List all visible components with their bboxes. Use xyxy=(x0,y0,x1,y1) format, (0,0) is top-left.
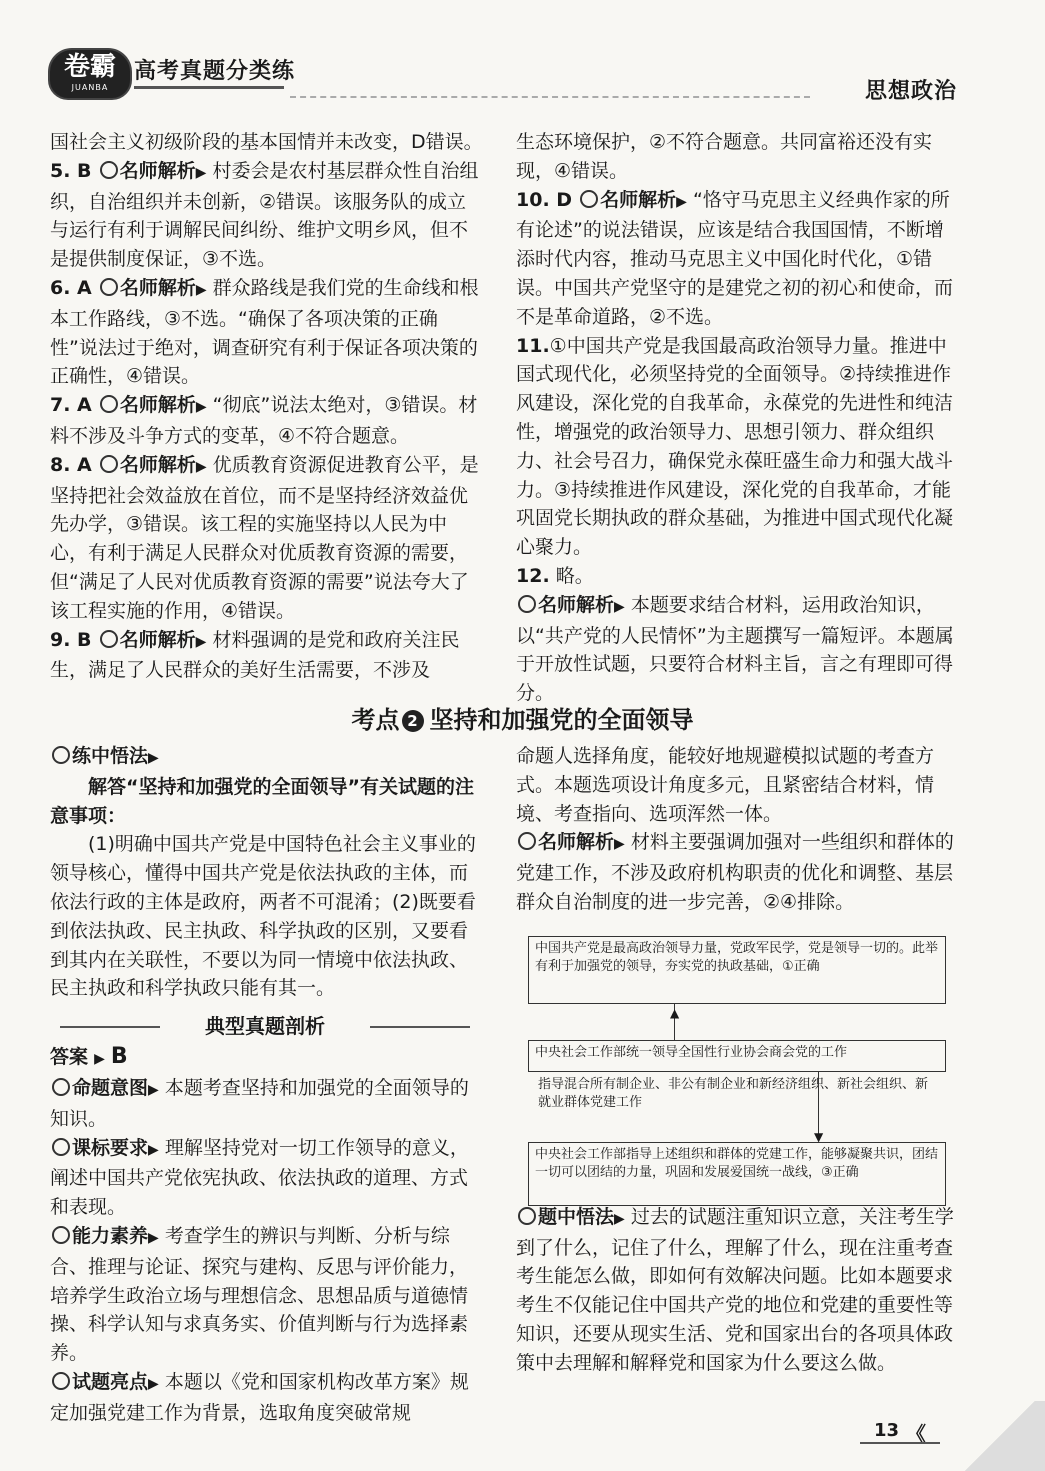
analysis-text: 材料强调的是党和政府关注民生，满足了人民群众的美好生活需要，不涉及 xyxy=(50,628,460,682)
analysis-tag: 名师解析 xyxy=(119,159,196,182)
method-item xyxy=(516,1203,962,1378)
tag-arrow-icon: ▶ xyxy=(148,1375,159,1392)
diagram-box-department: 中央社会工作部统一领导全国性行业协会商会党的工作 xyxy=(528,1040,946,1072)
page-corner-decoration xyxy=(955,1401,1045,1471)
tag-arrow-icon: ▶ xyxy=(148,1141,159,1158)
tag-arrow-icon: ▶ xyxy=(614,836,625,853)
continued-text: 生态环境保护，②不符合题意。共同富裕还没有实现，④错误。 xyxy=(516,131,933,182)
highlight-text: 本题以《党和国家机构改革方案》规定加强党建工作为背景，选取角度突破常规 xyxy=(50,1370,469,1424)
analysis-text: 本题要求结合材料，运用政治知识，以“共产党的人民情怀”为主题撰写一篇短评。本题属于开放性试题，只要符合材料主旨，言之有理即可得分。 xyxy=(516,593,954,705)
analysis-icon xyxy=(518,832,536,850)
analysis-text: “彻底”说法太绝对，③错误。材料不涉及斗争方式的变革，④不符合题意。 xyxy=(50,394,478,447)
analysis-icon xyxy=(100,161,118,179)
arrow-up-icon: ▲ xyxy=(670,1006,680,1020)
logo-text: 卷霸 xyxy=(63,52,116,82)
divider-line-right xyxy=(370,1026,470,1028)
answer-number: 5. B xyxy=(50,159,92,182)
diagram-middle-text: 指导混合所有制企业、非公有制企业和新经济组织、新社会组织、新就业群体党建工作 xyxy=(538,1077,929,1110)
highlight-tag: 试题亮点 xyxy=(72,1370,149,1393)
page-header xyxy=(0,0,1045,110)
tag-arrow-icon: ▶ xyxy=(148,750,159,766)
answer-item-5 xyxy=(50,157,484,274)
analysis-icon xyxy=(100,455,118,473)
logo-subtext: JUANBA xyxy=(71,83,109,92)
analysis-icon xyxy=(100,395,118,413)
answer-number: 12. xyxy=(516,564,550,587)
answer-item-12-analysis xyxy=(516,591,962,708)
diagram-box-conclusion: 中国共产党是最高政治领导力量，党政军民学，党是领导一切的。此举有利于加强党的领导，夯实党的执政基础，①正确 xyxy=(528,936,946,1004)
practice-tag: 练中悟法 xyxy=(72,745,149,767)
analysis-icon xyxy=(580,190,598,208)
analysis-tag: 名师解析 xyxy=(119,276,196,299)
ability-tag: 能力素养 xyxy=(72,1224,149,1247)
answer-number: 11. xyxy=(516,334,550,357)
answer-item-11 xyxy=(516,332,962,562)
tag-arrow-icon: ▶ xyxy=(195,399,207,416)
answer-text: ①中国共产党是我国最高政治领导力量。推进中国式现代化，必须坚持党的全面领导。②持续推进作风建设，深化党的自我革命，永葆党的先进性和纯洁性，增强党的政治领导力、思想引领力、群众组织力、社会号召力，确保党永葆旺盛生命力和强大战斗力。③持续推进作风建设，深化党的自我革命，才能巩固党长期执政的群众基础，为推进中国式现代化凝心聚力。 xyxy=(516,334,954,559)
standard-text: 理解坚持党对一切工作领导的意义，阐述中国共产党依宪执政、依法执政的道理、方式和表现。 xyxy=(50,1136,469,1219)
tag-arrow-icon: ▶ xyxy=(195,281,207,298)
practice-header xyxy=(50,742,484,773)
typical-label: 典型真题剖析 xyxy=(205,1014,325,1038)
analysis-tag: 名师解析 xyxy=(538,593,615,616)
brand-logo xyxy=(48,48,132,100)
intent-text: 本题考查坚持和加强党的全面领导的知识。 xyxy=(50,1076,469,1130)
tag-arrow-icon: ▶ xyxy=(195,458,207,475)
answer-item-8 xyxy=(50,451,484,626)
section-heading xyxy=(0,700,1045,735)
method-text: 过去的试题注重知识立意，关注考生学到了什么，记住了什么，理解了什么，现在注重考查考生能怎么做，即如何有效解决问题。比如本题要求考生不仅能记住中国共产党的地位和党建的重要性等知识，还要从现实生活、党和国家出台的各项具体政策中去理解和解释党和国家为什么要这么做。 xyxy=(516,1205,954,1374)
tag-arrow-icon: ▶ xyxy=(614,598,625,615)
header-divider xyxy=(290,96,810,98)
answer-label: 答案 xyxy=(50,1046,89,1069)
tag-arrow-icon: ▶ xyxy=(195,164,207,181)
checklist-icon xyxy=(52,746,70,764)
answer-item-6 xyxy=(50,274,484,391)
subject-title: 思想政治 xyxy=(864,79,957,104)
analysis-text: “恪守马克思主义经典作家的所有论述”的说法错误，应该是结合我国国情，不断增添时代内容，推动马克思主义中国化时代化，①错误。中国共产党坚守的是建党之初的初心和使命，而不是革命道路，②不选。 xyxy=(516,188,954,328)
answer-line xyxy=(50,1043,484,1074)
standard-tag: 课标要求 xyxy=(72,1136,149,1159)
analysis-tag: 名师解析 xyxy=(538,831,615,854)
section-title-text: 坚持和加强党的全面领导 xyxy=(429,706,694,734)
tag-arrow-icon: ▶ xyxy=(614,1210,625,1227)
right-top-column xyxy=(516,128,962,708)
analysis-item xyxy=(516,828,962,916)
answer-number: 9. B xyxy=(50,628,92,651)
standard-item xyxy=(50,1134,484,1222)
analysis-tag: 名师解析 xyxy=(119,628,196,651)
analysis-tag: 名师解析 xyxy=(600,188,677,211)
analysis-icon xyxy=(100,630,118,648)
tag-arrow-icon: ▶ xyxy=(94,1051,105,1068)
book-icon xyxy=(52,1138,70,1156)
continued-text: 命题人选择角度，能较好地规避模拟试题的考查方式。本题选项设计角度多元，且紧密结合材料，情境、考查指向、选项浑然一体。 xyxy=(516,745,935,825)
section-prefix: 考点 xyxy=(351,706,400,734)
answer-number: 6. A xyxy=(50,276,92,299)
analysis-text: 材料主要强调加强对一些组织和群体的党建工作，不涉及政府机构职责的优化和调整、基层群众自治制度的进一步完善，②④排除。 xyxy=(516,831,954,913)
tag-arrow-icon: ▶ xyxy=(148,1081,159,1098)
series-title: 高考真题分类练 xyxy=(134,59,296,84)
answer-number: 8. A xyxy=(50,453,92,476)
intent-item xyxy=(50,1074,484,1134)
continued-text: 国社会主义初级阶段的基本国情并未改变，D错误。 xyxy=(50,131,483,153)
answer-item-12 xyxy=(516,562,962,591)
answer-text: 略。 xyxy=(555,564,594,587)
answer-value: B xyxy=(110,1044,128,1070)
practice-points: (1)明确中国共产党是中国特色社会主义事业的领导核心，懂得中国共产党是依法执政的主体，而依法行政的主体是政府，两者不可混淆；(2)既要看到依法执政、民主执政、科学执政的区别，又要看到其内在关联性，不要以为同一情境中依法执政、民主执政和科学执政只能有其一。 xyxy=(50,833,476,1000)
page-number: 13 xyxy=(874,1420,900,1441)
ability-text: 考查学生的辨识与判断、分析与综合、推理与论证、探究与建构、反思与评价能力，培养学生政治立场与理想信念、思想品质与道德情操、科学认知与求真务实、价值判断与行为选择素养。 xyxy=(50,1224,469,1365)
analysis-text: 优质教育资源促进教育公平，是坚持把社会效益放在首位，而不是坚持经济效益优先办学，③错误。该工程的实施坚持以人民为中心，有利于满足人民群众对优质教育资源的需要，但“满足了人民对优质教育资源的需要”说法夸大了该工程实施的作用，④错误。 xyxy=(50,453,479,622)
typical-divider xyxy=(60,1012,470,1040)
highlight-item xyxy=(50,1368,484,1428)
answer-item-10 xyxy=(516,186,962,332)
method-tag: 题中悟法 xyxy=(538,1205,615,1228)
lightbulb-icon xyxy=(52,1226,70,1244)
left-bottom-column xyxy=(50,742,484,1428)
ability-item xyxy=(50,1222,484,1368)
pencil-icon xyxy=(52,1078,70,1096)
tag-arrow-icon: ▶ xyxy=(676,193,687,210)
practice-intro: 解答“坚持和加强党的全面领导”有关试题的注意事项： xyxy=(50,775,474,827)
answer-item-9 xyxy=(50,626,484,686)
analysis-icon xyxy=(518,595,536,613)
footer-line xyxy=(860,1442,940,1444)
analysis-tag: 名师解析 xyxy=(119,394,196,417)
answer-item-7 xyxy=(50,391,484,451)
analysis-tag: 名师解析 xyxy=(119,453,196,476)
answer-number: 7. A xyxy=(50,394,92,417)
analysis-icon xyxy=(100,278,118,296)
checklist-icon xyxy=(518,1207,536,1225)
analysis-text: 群众路线是我们党的生命线和根本工作路线，③不选。“确保了各项决策的正确性”说法过于绝对，调查研究有利于保证各项决策的正确性，④错误。 xyxy=(50,276,479,388)
chevron-left-icon: 《 xyxy=(906,1422,926,1446)
highlight-icon xyxy=(52,1372,70,1390)
diagram-box-result: 中央社会工作部指导上述组织和群体的党建工作，能够凝聚共识，团结一切可以团结的力量，巩固和发展爱国统一战线，③正确 xyxy=(528,1142,946,1206)
section-number: 2 xyxy=(402,710,424,732)
arrow-down-icon: ▼ xyxy=(814,1130,824,1144)
left-top-column xyxy=(50,128,484,685)
intent-tag: 命题意图 xyxy=(72,1076,149,1099)
flow-diagram xyxy=(524,932,954,1202)
analysis-text: 村委会是农村基层群众性自治组织，自治组织并未创新，②错误。该服务队的成立与运行有利于调解民间纠纷、维护文明乡风，但不是提供制度保证，③不选。 xyxy=(50,159,479,271)
tag-arrow-icon: ▶ xyxy=(148,1229,159,1246)
answer-number: 10. D xyxy=(516,188,573,211)
tag-arrow-icon: ▶ xyxy=(195,633,207,650)
header-underline xyxy=(134,86,284,89)
